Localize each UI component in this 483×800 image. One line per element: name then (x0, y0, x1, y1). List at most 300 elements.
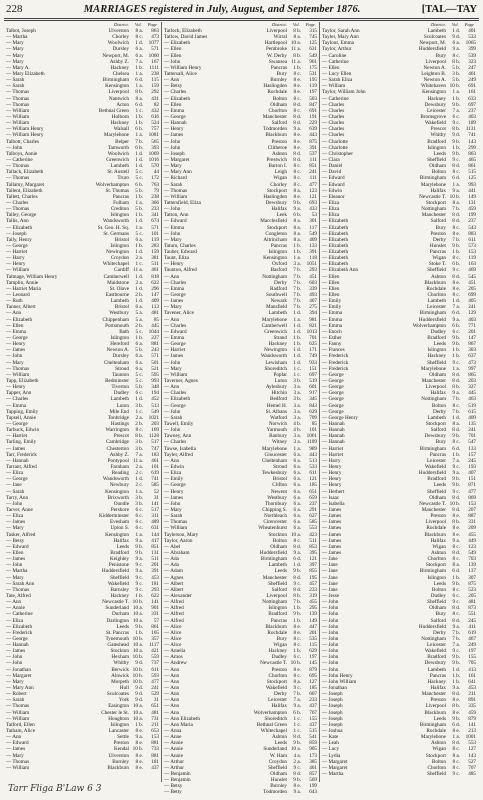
entry-volume: 8 e. (452, 279, 460, 286)
entry-page: 553 (468, 740, 476, 747)
entry-volume: 6 b. (293, 212, 301, 219)
entry-volume: 1 a. (293, 316, 301, 323)
entry-volume: 1 d. (293, 322, 301, 329)
entry-district: Rochdale (267, 629, 287, 636)
entry-volume: 1 a. (135, 531, 143, 538)
entry-district: Wandsworth (260, 353, 287, 360)
entry-volume: 7 b. (293, 599, 301, 606)
entry-volume: 6 a. (293, 513, 301, 520)
entry-district: Houghton (108, 715, 129, 722)
entry-name: — Harry (6, 255, 25, 262)
entry-name: — Eliza (6, 470, 24, 477)
entry-name: — John William (322, 678, 357, 685)
entry-name: Tarling, Emily (6, 439, 37, 446)
entry-page: 153 (468, 500, 476, 507)
entry-volume: 8 a. (452, 562, 460, 569)
column-header-page: Page (147, 22, 157, 27)
entry-volume: 6 a. (293, 500, 301, 507)
entry-page: 153 (468, 249, 476, 256)
entry-district: Hackney (268, 341, 287, 348)
entry-volume: 5 a. (135, 310, 143, 317)
entry-volume: 1 a. (135, 199, 143, 206)
entry-name: Tatton, Ann (164, 212, 189, 219)
entry-name: — Mary (6, 46, 24, 53)
entry-page: 203 (468, 378, 476, 385)
entry-volume: 9 c. (293, 685, 301, 692)
entry-name: — Richard (164, 175, 187, 182)
entry-district: Leeds (116, 543, 129, 550)
entry-name: — Anna (164, 728, 182, 735)
entry-district: Reading (111, 470, 129, 477)
entry-volume: 2 a. (135, 279, 143, 286)
entry-volume: 9 b. (452, 660, 460, 667)
entry-name: — Charles (322, 120, 345, 127)
entry-name: — Henry (164, 261, 184, 268)
entry-district: Birmingham (419, 445, 446, 452)
entry-name: — James (164, 494, 184, 501)
entry-page: 85 (153, 316, 159, 323)
entry-volume: 7 b. (135, 138, 143, 145)
entry-volume: 8 e. (135, 758, 143, 765)
entry-page: 871 (468, 482, 476, 489)
entry-name: — Hannah (164, 120, 187, 127)
entry-name: — James (6, 746, 26, 753)
entry-volume: 3 b. (135, 402, 143, 409)
entry-name: — Abel (164, 543, 181, 550)
entry-page: 549 (151, 408, 159, 415)
entry-volume: 6 b. (452, 261, 460, 268)
entry-volume: 1 d. (135, 218, 143, 225)
entry-district: Manchester (421, 691, 446, 698)
entry-district: Altrincham (263, 236, 287, 243)
entry-page: 637 (468, 353, 476, 360)
entry-district: Hackney (268, 648, 287, 655)
entry-district: Huddersfield (418, 316, 446, 323)
entry-name: — Emma (6, 402, 27, 409)
entry-name: — Ann (164, 316, 180, 323)
entry-volume: 10 a. (290, 746, 301, 753)
entry-page: 111 (309, 175, 317, 182)
entry-volume: 1 b. (135, 212, 143, 219)
entry-volume: 3 b. (452, 70, 460, 77)
entry-page: 733 (151, 746, 159, 753)
entry-name: Tatlock, Elizabeth (164, 28, 202, 34)
entry-volume: 1 d. (293, 328, 301, 335)
entry-page: 549 (309, 52, 317, 59)
entry-volume: 7 a. (452, 642, 460, 649)
entry-page: 391 (309, 249, 317, 256)
entry-page: 879 (468, 715, 476, 722)
entry-volume: 8 a. (293, 218, 301, 225)
entry-name: — Ann (164, 384, 180, 391)
entry-volume: 1 d. (293, 347, 301, 354)
entry-name: Taylour, Emma (322, 40, 354, 47)
entry-district: Blackburn (107, 764, 129, 771)
entry-name: Tapping, Emily (6, 408, 39, 415)
entry-volume: 8 c. (452, 556, 460, 563)
entry-page: 395 (309, 549, 317, 556)
entry-name: — Elizabeth (322, 255, 349, 262)
entry-volume: 8 d. (452, 371, 460, 378)
entry-district: Stockton (268, 531, 287, 538)
entry-volume: 10 a. (290, 40, 301, 47)
entry-district: Cheltenham (103, 359, 129, 366)
entry-volume: 8 b. (452, 58, 460, 65)
entry-district: Stockton (110, 648, 129, 655)
entry-page: 293 (151, 586, 159, 593)
entry-name: — Hannah (6, 457, 29, 464)
entry-volume: 8 c. (452, 611, 460, 618)
entry-page: 869 (468, 494, 476, 501)
entry-name: Tallamy, Margaret (6, 181, 45, 188)
entry-district: Shoreditch (264, 715, 287, 722)
entry-volume: 1 b. (135, 113, 143, 120)
entry-volume: 6 d. (293, 556, 301, 563)
entry-district: Ulverston (108, 752, 129, 759)
entry-volume: 11 a. (291, 58, 301, 65)
entry-name: Tamplin, Annie (6, 279, 39, 286)
entry-page: 855 (309, 568, 317, 575)
entry-name: — William (6, 709, 30, 716)
entry-page: 121 (309, 476, 317, 483)
entry-page: 275 (309, 304, 317, 311)
entry-volume: 9 c. (293, 580, 301, 587)
entry-volume: 8 e. (293, 83, 301, 90)
entry-name: — Mary (164, 236, 182, 243)
entry-page: 181 (151, 580, 159, 587)
entry-district: Clifton (272, 482, 287, 489)
entry-name: — Harry (322, 457, 341, 464)
entry-page: 477 (309, 181, 317, 188)
entry-page: 211 (151, 721, 159, 728)
entry-volume: 9 d. (135, 697, 143, 704)
entry-name: — Annie (6, 605, 25, 612)
entry-volume: 7 a. (452, 457, 460, 464)
entry-page: 737 (151, 660, 159, 667)
entry-name: — Edward (6, 740, 29, 747)
entry-list (6, 28, 159, 771)
entry-volume: 6 c. (452, 328, 460, 335)
entry-name: Tarver, Anne (6, 506, 33, 513)
entry-district: Warrington (105, 427, 129, 434)
entry-district: Stockport (425, 562, 446, 569)
entry-volume: 8 d. (293, 543, 301, 550)
entry-district: Leeds (433, 715, 446, 722)
entry-page: 121 (309, 556, 317, 563)
entry-name: — Abraham (164, 549, 190, 556)
entry-page: 569 (309, 777, 317, 784)
entry-page: 1077 (148, 40, 159, 47)
entry-name: — Sarah (164, 414, 183, 421)
entry-page: 115 (309, 642, 317, 649)
entry-volume: 8 e. (293, 132, 301, 139)
entry-volume: 9 a. (452, 187, 460, 194)
entry-name: — Henry (164, 488, 184, 495)
entry-district: Preston (430, 697, 446, 704)
entry-district: Bath (119, 328, 129, 335)
entry-district: Preston (113, 740, 129, 747)
entry-name: — Hannah (322, 421, 345, 427)
entry-district: Stoke T. (428, 261, 446, 268)
entry-volume: 6 a. (293, 457, 301, 464)
entry-volume: 9 a. (452, 390, 460, 397)
entry-page: 481 (468, 599, 476, 606)
entry-page: 191 (309, 113, 317, 120)
entry-name: — Ann (164, 77, 180, 84)
entry-district: Liverpool (425, 519, 446, 526)
entry-district: Preston (430, 513, 446, 520)
entry-district: Chorlton (268, 672, 287, 679)
entry-page: 137 (468, 568, 476, 575)
entry-page: 171 (309, 347, 317, 354)
entry-page: 155 (468, 654, 476, 661)
entry-page: 697 (309, 371, 317, 378)
entry-page: 533 (309, 463, 317, 470)
entry-page: 865 (468, 371, 476, 378)
entry-district: Bolton (431, 586, 446, 593)
entry-name: — Amos (164, 654, 183, 661)
entry-district: Lambeth (268, 562, 287, 569)
entry-volume: 3 b. (135, 500, 143, 507)
entry-page: 615 (468, 408, 476, 415)
entry-name: — George Henry (322, 414, 358, 421)
entry-page: 517 (151, 506, 159, 513)
entry-name: — Emma (322, 322, 343, 329)
entry-volume: 9 b. (452, 101, 460, 108)
entry-name: — Charles (322, 126, 345, 133)
entry-name: Tapp, Elizabeth (6, 378, 39, 385)
entry-volume: 9 d. (135, 685, 143, 692)
entry-district: Halifax (430, 685, 446, 692)
entry-page: 409 (468, 414, 476, 421)
entry-district: Kendal (114, 746, 129, 753)
entry-district: Marylebone (261, 316, 287, 323)
entry-district: Chesterton (106, 445, 129, 452)
entry-volume: 9 a. (452, 685, 460, 692)
entry-name: — William (164, 193, 188, 200)
entry-volume: 8 e. (293, 89, 301, 96)
entry-district: Stockport (266, 187, 287, 194)
entry-page: 159 (151, 83, 159, 90)
entry-name: — John (164, 359, 181, 366)
entry-district: Chipping S. (262, 506, 287, 513)
entry-district: Salford (430, 218, 446, 225)
entry-page: 131 (151, 549, 159, 556)
entry-page: 327 (468, 384, 476, 391)
column-header-district: District. (430, 22, 446, 27)
entry-volume: 8 b. (452, 703, 460, 710)
entry-name: Tarbuck, Edwin (6, 427, 40, 434)
entry-volume: 8 d. (293, 586, 301, 593)
entry-name: — Charles (6, 199, 29, 206)
entry-district: St. Thomas (105, 187, 129, 194)
entry-page: 299 (468, 144, 476, 151)
entry-name: — Ann (164, 685, 180, 692)
entry-volume: 8 b. (452, 519, 460, 526)
entry-volume: 5 c. (135, 371, 143, 378)
entry-name: — Ellen (6, 322, 24, 329)
entry-district: Lambeth (110, 163, 129, 170)
entry-district: Greenwich (264, 328, 287, 335)
entry-page: 551 (468, 611, 476, 618)
entry-name: — Emily (164, 476, 184, 483)
entry-district: Kensington (422, 89, 446, 96)
entry-volume: 9 c. (135, 580, 143, 587)
entry-district: Pershore (110, 506, 129, 513)
entry-district: Bury (276, 635, 287, 642)
entry-volume: 1 c. (293, 365, 301, 372)
entry-district: Liverpool (108, 89, 129, 96)
entry-page: 629 (309, 408, 317, 415)
entry-district: Lambeth (110, 298, 129, 305)
entry-name: — Alfred (164, 605, 184, 612)
entry-district: Pancras (429, 249, 446, 256)
entry-volume: 8 d. (452, 740, 460, 747)
entry-volume: 8 d. (452, 427, 460, 434)
entry-page: 519 (309, 378, 317, 385)
entry-volume: 1 c. (135, 261, 143, 268)
entry-page: 521 (151, 365, 159, 372)
entry-name: — Sarah (164, 181, 183, 188)
entry-name: — Edward (6, 543, 29, 550)
entry-district: Leicester (426, 642, 446, 649)
entry-district: Manchester (262, 574, 287, 581)
entry-page: 241 (151, 685, 159, 692)
entry-volume: 3 a. (293, 402, 301, 409)
entry-name: — Alice (164, 635, 182, 642)
entry-district: Cambridge (105, 439, 129, 446)
entry-volume: 9 b. (452, 335, 460, 342)
entry-volume: 9 a. (452, 46, 460, 53)
entry-name: — William (164, 525, 188, 532)
entry-volume: 8 e. (452, 513, 460, 520)
entry-name: — George (164, 482, 186, 489)
entry-district: Hemel H. (266, 402, 287, 409)
entry-volume: 1 d. (135, 298, 143, 305)
entry-volume: 5 b. (135, 384, 143, 391)
entry-page: 185 (309, 685, 317, 692)
entry-name: — William (322, 83, 346, 90)
entry-page: 233 (309, 697, 317, 704)
entry-name: — Ada (164, 556, 179, 563)
entry-district: Dursley (112, 46, 129, 53)
column-header-page: Page (464, 22, 474, 27)
entry-page: 883 (468, 230, 476, 237)
entry-name: — Mary (6, 574, 24, 581)
entry-name: — Henry (322, 482, 342, 489)
entry-page: 247 (468, 64, 476, 71)
entry-page: 123 (309, 187, 317, 194)
entry-name: — Charles (164, 439, 187, 446)
entry-name: Taunton, Alfred (164, 267, 197, 274)
entry-name: Tallis, Ann (6, 218, 29, 225)
entry-district: Islington (110, 335, 129, 342)
entry-district: Prestwich (266, 156, 287, 163)
entry-page: 749 (309, 353, 317, 360)
entry-page: 453 (468, 685, 476, 692)
entry-page: 292 (151, 89, 159, 96)
entry-name: — Andrew (164, 660, 187, 667)
entry-name: — George (6, 242, 28, 249)
entry-page: 443 (309, 132, 317, 139)
entry-district: Salford (271, 586, 287, 593)
entry-name: Talbot, Joseph (6, 28, 36, 34)
entry-district: Islington (427, 144, 446, 151)
entry-name: — Henry (164, 126, 184, 133)
entry-page: 111 (309, 156, 317, 163)
entry-page: 511 (309, 537, 317, 544)
entry-name: — Agnes (164, 574, 184, 581)
entry-district: Fulham (113, 199, 129, 206)
entry-volume: 1 d. (293, 359, 301, 366)
entry-volume: 10 b. (132, 654, 143, 661)
entry-district: Macclesfield (260, 218, 287, 225)
entry-volume: 6 b. (293, 709, 301, 716)
entry-district: Basford (270, 267, 287, 274)
entry-name: — Annie (164, 746, 183, 753)
entry-district: Birmingham (102, 77, 129, 84)
entry-district: Lewisham (265, 359, 287, 366)
entry-name: — Alice (164, 623, 182, 630)
entry-district: Ulverston (108, 28, 129, 34)
entry-volume: 8 a. (452, 752, 460, 759)
entry-district: Aylesbury (265, 384, 287, 391)
entry-page: 873 (468, 605, 476, 612)
entry-name: — Elizabeth (322, 224, 349, 231)
entry-district: Westbury (267, 494, 287, 501)
entry-name: — Charlotte (322, 144, 348, 151)
entry-page: 394 (309, 310, 317, 317)
entry-page: 511 (151, 556, 159, 563)
entry-volume: 9 c. (452, 120, 460, 127)
entry-district: Salford (271, 120, 287, 127)
entry-volume: 1 b. (293, 242, 301, 249)
entry-district: Oxford (272, 261, 287, 268)
entry-page: 993 (151, 378, 159, 385)
entry-page: 339 (309, 285, 317, 292)
entry-volume: 8 d. (293, 574, 301, 581)
entry-volume: 7 a. (135, 58, 143, 65)
entry-district: Hackney (110, 120, 129, 127)
entry-district: Rochdale (426, 525, 446, 532)
entry-volume: 6 c. (135, 506, 143, 513)
entry-volume: 6 a. (293, 463, 301, 470)
entry-page: 357 (151, 635, 159, 642)
entry-page: 209 (468, 525, 476, 532)
entry-volume: 6 b. (135, 126, 143, 133)
entry-page: 622 (151, 592, 159, 599)
entry-district: Sheffield (427, 599, 446, 606)
entry-district: Chorlton (268, 107, 287, 114)
entry-page: 881 (151, 341, 159, 348)
entry-volume: 1 d. (135, 273, 143, 280)
entry-volume: 1 b. (452, 347, 460, 354)
entry-volume: 8 a. (293, 230, 301, 237)
entry-volume: 2 b. (135, 421, 143, 427)
entry-name: — Ann (164, 457, 180, 464)
entry-district: Leeds (274, 568, 287, 575)
entry-volume: 5 b. (452, 64, 460, 71)
entry-district: Pancras (112, 193, 129, 200)
entry-page: 461 (309, 764, 317, 771)
entry-name: — Annie (164, 752, 183, 759)
entry-name: — Jane (322, 556, 338, 563)
entry-volume: 6 d. (452, 175, 460, 182)
entry-volume: 8 c. (293, 107, 301, 114)
entry-volume: 6 b. (452, 322, 460, 329)
entry-district: Bristol (272, 476, 287, 483)
entry-volume: 9 b. (452, 150, 460, 157)
